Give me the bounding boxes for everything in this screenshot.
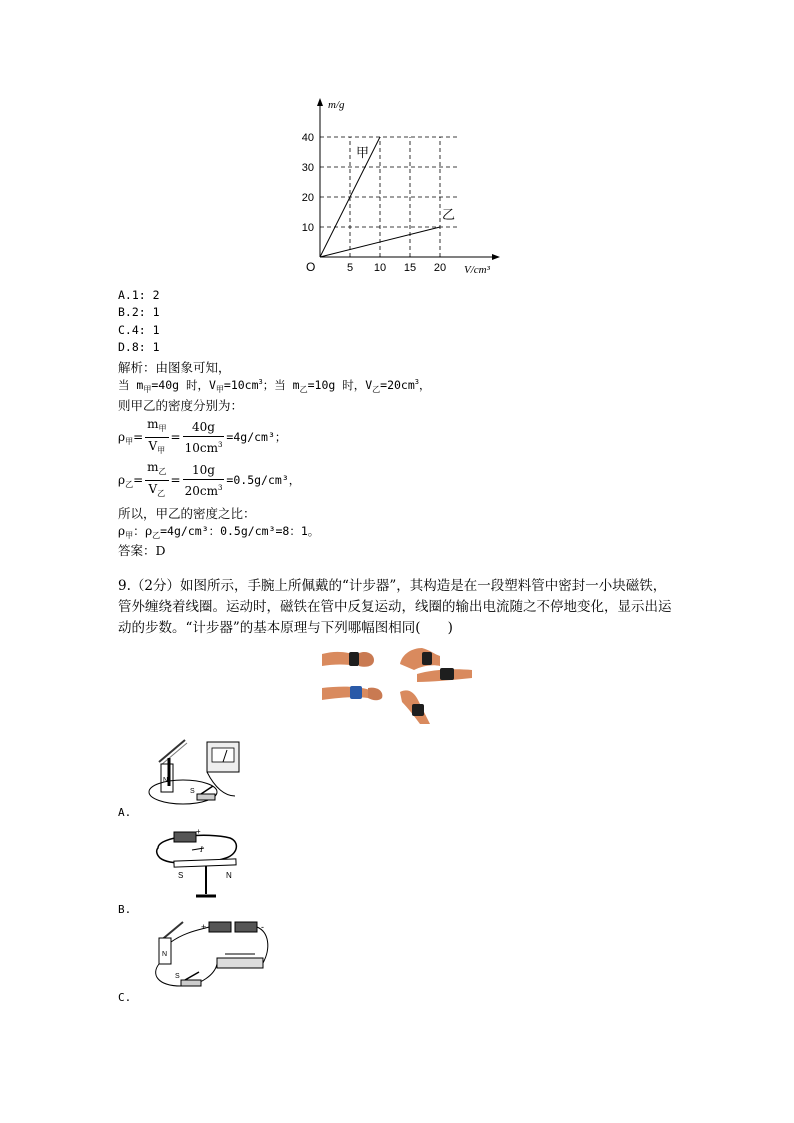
battery-2-icon [235,922,257,932]
y-tick-label: 40 [301,132,314,144]
svg-text:N: N [162,951,168,958]
y-axis-arrow-icon [317,98,323,106]
figure-b-label[interactable]: B. [118,903,132,916]
battery-icon [174,832,196,842]
svg-text:S: S [175,973,180,980]
option-c[interactable]: C.4: 1 [118,323,160,337]
figure-c-motor [145,918,275,992]
option-a[interactable]: A.1: 2 [118,288,160,302]
chart-labels [302,132,455,274]
svg-text:-: - [261,922,264,932]
origin-label: O [306,260,316,274]
option-d[interactable]: D.8: 1 [118,340,160,354]
ratio-result: $\rho_甲$：$\rho_乙=4g$/cm³：0.5g/cm³=8：1。 [118,524,320,540]
figure-b-coil [148,826,244,902]
wrist-pedometer-photo [322,636,472,724]
magnet-n-label: N [163,777,169,784]
magnet-n-label: N [226,871,232,880]
magnet-s-label: S [178,871,184,880]
band-left-icon [350,686,362,699]
x-tick-label: 15 [403,262,417,274]
svg-text:+: + [196,827,201,836]
battery-1-icon [209,922,231,932]
option-b[interactable]: B.2: 1 [118,305,160,319]
y-axis-label: m/g [328,99,345,111]
figure-c-label[interactable]: C. [118,991,132,1004]
band-bottom-icon [412,704,424,716]
solution-given: 当 $m_甲=40g$ 时，$V_甲=10cm^3$；当 $m_乙=10g$ 时，$V_乙=20cm^3$， [118,378,431,394]
bar-magnet-icon [174,859,236,867]
band-upper-right-icon [422,652,432,665]
question-9-text: 9.（2分）如图所示，手腕上所佩戴的“计步器”，其构造是在一段塑料管中密封一小块磁铁，管外缠绕着线圈。运动时，磁铁在管中反复运动，线圈的输出电流随之不停地变化，显示出运动的步数。“计步器”的基本原理与下列哪幅图相同( ) [118,578,672,636]
current-i-label: I [200,845,203,854]
switch-icon [181,980,201,986]
y-tick-label: 20 [301,192,314,204]
density-jia-formula: $\rho_甲=$ $\frac{m_甲}{V_甲}$ = $\frac{40g}{10cm^3}$ =4g/cm³； [118,417,287,455]
mass-volume-chart [290,90,520,285]
band-right-icon [440,668,454,680]
density-intro: 则甲乙的密度分别为： [118,398,244,413]
series-label-jia: 甲 [356,146,370,161]
series-label-yi: 乙 [442,208,456,223]
switch-icon [197,794,215,800]
answer: 答案：D [118,543,166,558]
x-tick-label: 20 [433,262,447,274]
svg-text:+: + [201,922,207,932]
x-tick-label: 5 [346,262,354,274]
rheostat-icon [217,958,263,968]
x-tick-label: 10 [373,262,387,274]
density-yi-formula: $\rho_乙=$ $\frac{m_乙}{V_乙}$ = $\frac{10g}{20cm^3}$ =0.5g/cm³， [118,460,301,498]
y-tick-label: 30 [301,162,314,174]
chart-axes [317,98,500,260]
x-axis-label: V/cm³ [464,264,490,276]
ratio-intro: 所以，甲乙的密度之比： [118,506,256,521]
band-upper-left-icon [349,652,359,666]
x-axis-arrow-icon [492,254,500,260]
y-tick-label: 10 [301,222,314,234]
solution-intro: 解析：由图象可知， [118,360,231,375]
series-line-yi [320,227,440,257]
figure-a-label[interactable]: A. [118,806,132,819]
figure-a-induction [145,738,245,810]
switch-s-label: S [190,788,195,795]
